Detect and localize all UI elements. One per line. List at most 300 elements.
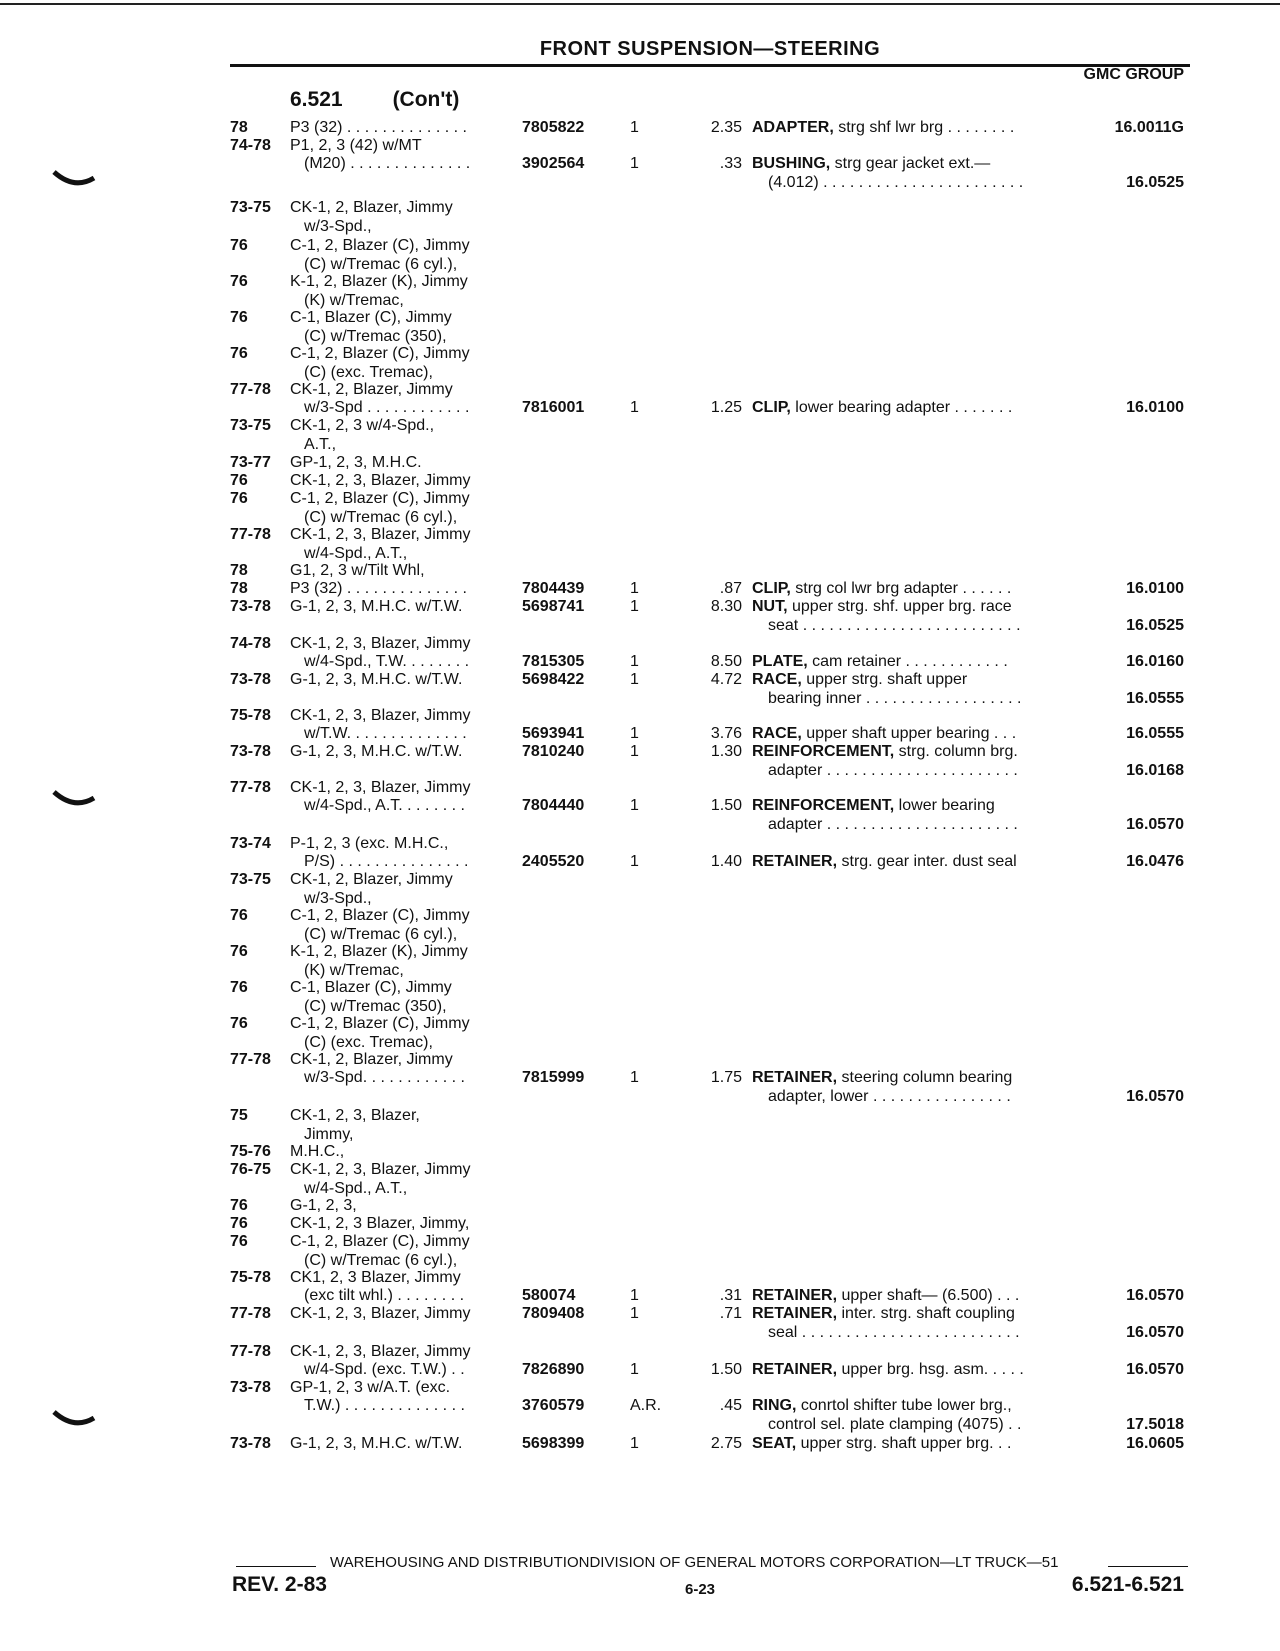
quantity: 1 xyxy=(630,1287,639,1304)
part-name: RETAINER, xyxy=(752,1069,838,1086)
model-application xyxy=(290,670,505,689)
model-line: G-1, 2, 3, M.H.C. w/T.W. xyxy=(290,1435,463,1452)
group-number: 16.0555 xyxy=(1126,690,1184,707)
model-line: w/4-Spd., A.T., xyxy=(304,545,408,562)
model-application xyxy=(290,1286,505,1305)
model-year: 76 xyxy=(230,237,248,254)
part-description xyxy=(752,724,1072,743)
part-number: 7815999 xyxy=(522,1069,585,1086)
model-application xyxy=(290,118,505,137)
binder-hole-mark-2 xyxy=(52,788,96,810)
price: .45 xyxy=(719,1397,742,1414)
quantity: 1 xyxy=(630,580,639,597)
part-description xyxy=(752,1434,1072,1453)
model-application xyxy=(290,1396,505,1415)
part-number: 7826890 xyxy=(522,1361,585,1378)
model-year: 76 xyxy=(230,490,248,507)
model-application xyxy=(290,344,505,382)
model-line: (C) (exc. Tremac), xyxy=(304,1034,433,1051)
description-text: steering column bearing xyxy=(837,1069,1013,1086)
description-text: seat . . . . . . . . . . . . . . . . . . . . . . . . . xyxy=(768,617,1021,634)
binder-hole-mark-1 xyxy=(52,168,96,190)
group-number: 16.0100 xyxy=(1126,580,1184,597)
part-name: RACE, xyxy=(752,725,802,742)
model-line: w/4-Spd., T.W. . . . . . . . xyxy=(304,653,470,670)
model-year: 77-78 xyxy=(230,381,271,398)
quantity: 1 xyxy=(630,671,639,688)
model-line: M.H.C., xyxy=(290,1143,345,1160)
model-line: G-1, 2, 3, M.H.C. w/T.W. xyxy=(290,598,463,615)
model-year: 76 xyxy=(230,1215,248,1232)
model-line: G-1, 2, 3, xyxy=(290,1197,357,1214)
model-line: CK-1, 2, Blazer, Jimmy xyxy=(290,381,453,398)
model-line: (K) w/Tremac, xyxy=(304,962,404,979)
section-number: 6.521 xyxy=(290,88,343,111)
description-text: bearing inner . . . . . . . . . . . . . . . . . . xyxy=(768,690,1022,707)
model-line: CK-1, 2, 3, Blazer, xyxy=(290,1107,420,1124)
part-name: REINFORCEMENT, xyxy=(752,797,895,814)
model-year: 78 xyxy=(230,119,248,136)
model-year: 74-78 xyxy=(230,137,271,154)
model-line: (C) w/Tremac (6 cyl.), xyxy=(304,509,458,526)
quantity: 1 xyxy=(630,1069,639,1086)
part-description xyxy=(752,1396,1072,1434)
model-application xyxy=(290,1232,505,1270)
model-year: 76 xyxy=(230,273,248,290)
part-description xyxy=(752,597,1072,635)
description-line xyxy=(752,1396,1072,1415)
model-year: 76 xyxy=(230,472,248,489)
quantity: 1 xyxy=(630,119,639,136)
model-line: Jimmy, xyxy=(304,1126,354,1143)
model-application xyxy=(290,1160,505,1198)
model-application xyxy=(290,453,505,472)
model-application xyxy=(290,561,505,580)
part-number: 3902564 xyxy=(522,155,585,172)
description-line xyxy=(752,118,1072,137)
model-year: 73-78 xyxy=(230,743,271,760)
group-number: 16.0011G xyxy=(1114,119,1184,136)
description-line xyxy=(752,1068,1072,1087)
description-line xyxy=(752,815,1072,834)
part-number: 3760579 xyxy=(522,1397,585,1414)
model-application xyxy=(290,136,505,155)
description-line xyxy=(752,724,1072,743)
price: 1.25 xyxy=(710,399,742,416)
model-line: w/4-Spd., A.T. . . . . . . . xyxy=(304,797,465,814)
model-application xyxy=(290,834,505,853)
model-year: 77-78 xyxy=(230,1343,271,1360)
description-line xyxy=(752,761,1072,780)
model-application xyxy=(290,1434,505,1453)
model-application xyxy=(290,1014,505,1052)
model-year: 76 xyxy=(230,1197,248,1214)
model-line: (M20) . . . . . . . . . . . . . . xyxy=(304,155,471,172)
model-line: CK-1, 2, 3, Blazer, Jimmy xyxy=(290,779,471,796)
model-line: C-1, 2, Blazer (C), Jimmy xyxy=(290,345,470,362)
part-name: ADAPTER, xyxy=(752,119,834,136)
model-line: w/3-Spd., xyxy=(304,890,372,907)
model-line: (C) (exc. Tremac), xyxy=(304,364,433,381)
model-application xyxy=(290,416,505,454)
model-line: (C) w/Tremac (350), xyxy=(304,998,447,1015)
model-year: 77-78 xyxy=(230,526,271,543)
part-description xyxy=(752,670,1072,708)
group-number: 16.0570 xyxy=(1126,1287,1184,1304)
model-line: w/3-Spd. . . . . . . . . . . . xyxy=(304,1069,465,1086)
model-year: 77-78 xyxy=(230,1051,271,1068)
description-line xyxy=(752,796,1072,815)
description-text: strg shf lwr brg . . . . . . . . xyxy=(833,119,1015,136)
model-line: C-1, Blazer (C), Jimmy xyxy=(290,309,452,326)
part-name: BUSHING, xyxy=(752,155,831,172)
page-number: 6-23 xyxy=(684,1581,716,1598)
model-line: CK-1, 2, 3, Blazer, Jimmy xyxy=(290,1161,471,1178)
model-line: w/T.W. . . . . . . . . . . . . . xyxy=(304,725,467,742)
description-line xyxy=(752,398,1072,417)
quantity: 1 xyxy=(630,653,639,670)
part-name: NUT, xyxy=(752,598,788,615)
description-text: control sel. plate clamping (4075) . . xyxy=(768,1416,1022,1433)
price: 1.40 xyxy=(710,853,742,870)
revision-label: REV. 2-83 xyxy=(232,1573,327,1596)
model-year: 76 xyxy=(230,345,248,362)
part-description xyxy=(752,1286,1072,1305)
price: .71 xyxy=(719,1305,742,1322)
quantity: 1 xyxy=(630,743,639,760)
model-application xyxy=(290,471,505,490)
part-number: 7815305 xyxy=(522,653,585,670)
model-line: CK-1, 2, 3 Blazer, Jimmy, xyxy=(290,1215,470,1232)
group-number: 16.0570 xyxy=(1126,1324,1184,1341)
model-application xyxy=(290,1068,505,1087)
part-name: CLIP, xyxy=(752,580,791,597)
part-number: 5693941 xyxy=(522,725,585,742)
model-application xyxy=(290,1342,505,1361)
description-text: upper strg. shaft upper brg. . . xyxy=(796,1435,1012,1452)
part-description xyxy=(752,579,1072,598)
group-column-label: GMC GROUP xyxy=(1083,66,1184,83)
page-title: FRONT SUSPENSION—STEERING xyxy=(539,38,881,60)
model-line: A.T., xyxy=(304,436,337,453)
price: 1.30 xyxy=(710,743,742,760)
description-text: inter. strg. shaft coupling xyxy=(837,1305,1015,1322)
description-text: strg gear jacket ext.— xyxy=(830,155,991,172)
part-number: 7810240 xyxy=(522,743,585,760)
description-line xyxy=(752,1323,1072,1342)
model-line: (C) w/Tremac (6 cyl.), xyxy=(304,256,458,273)
model-year: 75-78 xyxy=(230,1269,271,1286)
description-text: adapter . . . . . . . . . . . . . . . . . . . . . . xyxy=(768,762,1018,779)
model-application xyxy=(290,706,505,725)
part-name: CLIP, xyxy=(752,399,791,416)
description-text: adapter, lower . . . . . . . . . . . . . . . . xyxy=(768,1088,1011,1105)
description-text: cam retainer . . . . . . . . . . . . xyxy=(807,653,1008,670)
part-description xyxy=(752,1068,1072,1106)
part-number: 5698741 xyxy=(522,598,585,615)
price: 2.75 xyxy=(710,1435,742,1452)
model-application xyxy=(290,525,505,563)
quantity: 1 xyxy=(630,1361,639,1378)
model-line: CK-1, 2, 3, Blazer, Jimmy xyxy=(290,1343,471,1360)
model-year: 76 xyxy=(230,979,248,996)
group-number: 16.0525 xyxy=(1126,617,1184,634)
footer-rule-left xyxy=(236,1566,316,1567)
model-application xyxy=(290,154,505,173)
quantity: 1 xyxy=(630,725,639,742)
model-application xyxy=(290,380,505,399)
model-line: CK1, 2, 3 Blazer, Jimmy xyxy=(290,1269,461,1286)
binder-hole-mark-3 xyxy=(52,1408,96,1430)
model-application xyxy=(290,978,505,1016)
description-line xyxy=(752,616,1072,635)
model-application xyxy=(290,724,505,743)
price: 1.50 xyxy=(710,1361,742,1378)
model-application xyxy=(290,778,505,797)
part-description xyxy=(752,154,1072,192)
part-description xyxy=(752,1360,1072,1379)
description-text: upper shaft upper bearing . . . xyxy=(801,725,1017,742)
model-year: 78 xyxy=(230,580,248,597)
group-number: 17.5018 xyxy=(1126,1416,1184,1433)
group-number: 16.0570 xyxy=(1126,1361,1184,1378)
model-application xyxy=(290,398,505,417)
model-application xyxy=(290,942,505,980)
model-year: 77-78 xyxy=(230,779,271,796)
model-application xyxy=(290,236,505,274)
model-line: G1, 2, 3 w/Tilt Whl, xyxy=(290,562,425,579)
description-line xyxy=(752,597,1072,616)
model-year: 75-78 xyxy=(230,707,271,724)
model-application xyxy=(290,906,505,944)
model-line: C-1, 2, Blazer (C), Jimmy xyxy=(290,237,470,254)
description-line xyxy=(752,154,1072,173)
part-name: SEAT, xyxy=(752,1435,797,1452)
price: 3.76 xyxy=(710,725,742,742)
part-number: 5698399 xyxy=(522,1435,585,1452)
model-line: GP-1, 2, 3, M.H.C. xyxy=(290,454,422,471)
description-line xyxy=(752,742,1072,761)
model-application xyxy=(290,1304,505,1323)
model-line: G-1, 2, 3, M.H.C. w/T.W. xyxy=(290,743,463,760)
model-line: P3 (32) . . . . . . . . . . . . . . xyxy=(290,119,467,136)
group-number: 16.0525 xyxy=(1126,174,1184,191)
footer-publisher-line: WAREHOUSING AND DISTRIBUTIONDIVISION OF GENERAL MOTORS CORPORATION—LT TRUCK—51 xyxy=(330,1554,1059,1571)
price: 2.35 xyxy=(710,119,742,136)
quantity: 1 xyxy=(630,1305,639,1322)
model-line: T.W.) . . . . . . . . . . . . . . xyxy=(304,1397,465,1414)
group-number: 16.0160 xyxy=(1126,653,1184,670)
model-line: CK-1, 2, Blazer, Jimmy xyxy=(290,199,453,216)
model-line: P-1, 2, 3 (exc. M.H.C., xyxy=(290,835,449,852)
description-text: conrtol shifter tube lower brg., xyxy=(796,1397,1012,1414)
part-name: RING, xyxy=(752,1397,797,1414)
model-year: 77-78 xyxy=(230,1305,271,1322)
description-line xyxy=(752,1304,1072,1323)
model-line: w/4-Spd., A.T., xyxy=(304,1180,408,1197)
model-application xyxy=(290,1050,505,1069)
description-text: seal . . . . . . . . . . . . . . . . . . . . . . . . . xyxy=(768,1324,1020,1341)
model-line: w/3-Spd., xyxy=(304,218,372,235)
group-number: 16.0605 xyxy=(1126,1435,1184,1452)
model-year: 76 xyxy=(230,1233,248,1250)
model-line: (C) w/Tremac (350), xyxy=(304,328,447,345)
part-description xyxy=(752,652,1072,671)
model-line: C-1, Blazer (C), Jimmy xyxy=(290,979,452,996)
model-line: K-1, 2, Blazer (K), Jimmy xyxy=(290,273,468,290)
part-description xyxy=(752,118,1072,137)
model-year: 76 xyxy=(230,943,248,960)
model-application xyxy=(290,652,505,671)
description-text: adapter . . . . . . . . . . . . . . . . . . . . . . xyxy=(768,816,1018,833)
model-line: w/3-Spd . . . . . . . . . . . . xyxy=(304,399,470,416)
model-line: (exc tilt whl.) . . . . . . . . xyxy=(304,1287,465,1304)
quantity: 1 xyxy=(630,598,639,615)
model-application xyxy=(290,1360,505,1379)
model-application xyxy=(290,272,505,310)
model-line: w/4-Spd. (exc. T.W.) . . xyxy=(304,1361,465,1378)
part-name: REINFORCEMENT, xyxy=(752,743,895,760)
model-application xyxy=(290,796,505,815)
part-number: 7804439 xyxy=(522,580,585,597)
footer-rule-right xyxy=(1108,1566,1188,1567)
model-year: 76 xyxy=(230,1015,248,1032)
price: .87 xyxy=(719,580,742,597)
model-year: 75 xyxy=(230,1107,248,1124)
part-name: RETAINER, xyxy=(752,1305,838,1322)
model-year: 73-78 xyxy=(230,598,271,615)
model-line: CK-1, 2, 3, Blazer, Jimmy xyxy=(290,635,471,652)
model-line: (C) w/Tremac (6 cyl.), xyxy=(304,926,458,943)
model-line: C-1, 2, Blazer (C), Jimmy xyxy=(290,490,470,507)
model-application xyxy=(290,489,505,527)
quantity: A.R. xyxy=(630,1397,662,1414)
description-text: strg. gear inter. dust seal xyxy=(837,853,1017,870)
price: 1.50 xyxy=(710,797,742,814)
model-application xyxy=(290,1214,505,1233)
part-number: 7804440 xyxy=(522,797,585,814)
part-description xyxy=(752,796,1072,834)
description-line xyxy=(752,1434,1072,1453)
group-number: 16.0570 xyxy=(1126,1088,1184,1105)
description-line xyxy=(752,1360,1072,1379)
model-year: 73-78 xyxy=(230,671,271,688)
model-year: 76 xyxy=(230,309,248,326)
model-year: 78 xyxy=(230,562,248,579)
part-number: 7816001 xyxy=(522,399,585,416)
part-number: 7805822 xyxy=(522,119,585,136)
model-year: 76 xyxy=(230,907,248,924)
model-application xyxy=(290,597,505,616)
model-line: CK-1, 2, Blazer, Jimmy xyxy=(290,1051,453,1068)
quantity: 1 xyxy=(630,797,639,814)
part-description xyxy=(752,1304,1072,1342)
model-line: CK-1, 2, 3, Blazer, Jimmy xyxy=(290,526,471,543)
model-application xyxy=(290,198,505,236)
part-description xyxy=(752,852,1072,871)
description-line xyxy=(752,1286,1072,1305)
part-name: RACE, xyxy=(752,671,802,688)
model-line: CK-1, 2, 3, Blazer, Jimmy xyxy=(290,1305,471,1322)
model-line: CK-1, 2, 3, Blazer, Jimmy xyxy=(290,707,471,724)
model-application xyxy=(290,1142,505,1161)
description-line xyxy=(752,579,1072,598)
description-text: upper brg. hsg. asm. . . . . xyxy=(837,1361,1024,1378)
price: 8.30 xyxy=(710,598,742,615)
model-line: CK-1, 2, 3, Blazer, Jimmy xyxy=(290,472,471,489)
model-line: K-1, 2, Blazer (K), Jimmy xyxy=(290,943,468,960)
description-line xyxy=(752,670,1072,689)
model-year: 73-78 xyxy=(230,1379,271,1396)
description-text: strg. column brg. xyxy=(894,743,1018,760)
model-application xyxy=(290,1106,505,1144)
model-application xyxy=(290,1378,505,1397)
model-line: CK-1, 2, 3 w/4-Spd., xyxy=(290,417,435,434)
model-line: C-1, 2, Blazer (C), Jimmy xyxy=(290,907,470,924)
price: .33 xyxy=(719,155,742,172)
group-number: 16.0168 xyxy=(1126,762,1184,779)
description-text: (4.012) . . . . . . . . . . . . . . . . . . . . . . . xyxy=(768,174,1024,191)
description-text: upper strg. shaft upper xyxy=(801,671,968,688)
description-text: lower bearing adapter . . . . . . . xyxy=(790,399,1013,416)
section-range: 6.521-6.521 xyxy=(1071,1573,1184,1596)
model-line: G-1, 2, 3, M.H.C. w/T.W. xyxy=(290,671,463,688)
part-name: RETAINER, xyxy=(752,853,838,870)
part-name: PLATE, xyxy=(752,653,808,670)
model-line: GP-1, 2, 3 w/A.T. (exc. xyxy=(290,1379,451,1396)
price: .31 xyxy=(719,1287,742,1304)
section-continued: (Con't) xyxy=(392,88,460,111)
model-application xyxy=(290,579,505,598)
part-description xyxy=(752,398,1072,417)
model-application xyxy=(290,308,505,346)
description-text: upper strg. shf. upper brg. race xyxy=(787,598,1012,615)
description-line xyxy=(752,652,1072,671)
group-number: 16.0100 xyxy=(1126,399,1184,416)
price: 1.75 xyxy=(710,1069,742,1086)
model-year: 73-74 xyxy=(230,835,271,852)
price: 4.72 xyxy=(710,671,742,688)
description-line xyxy=(752,1415,1072,1434)
model-application xyxy=(290,852,505,871)
model-year: 73-75 xyxy=(230,417,271,434)
price: 8.50 xyxy=(710,653,742,670)
model-application xyxy=(290,634,505,653)
quantity: 1 xyxy=(630,853,639,870)
description-text: lower bearing xyxy=(894,797,995,814)
model-line: P/S) . . . . . . . . . . . . . . . xyxy=(304,853,469,870)
description-text: upper shaft— (6.500) . . . xyxy=(837,1287,1020,1304)
model-year: 75-76 xyxy=(230,1143,271,1160)
quantity: 1 xyxy=(630,155,639,172)
part-description xyxy=(752,742,1072,780)
model-line: P3 (32) . . . . . . . . . . . . . . xyxy=(290,580,467,597)
model-year: 73-75 xyxy=(230,199,271,216)
description-line xyxy=(752,1087,1072,1106)
model-application xyxy=(290,1268,505,1287)
model-year: 76-75 xyxy=(230,1161,271,1178)
quantity: 1 xyxy=(630,399,639,416)
group-number: 16.0570 xyxy=(1126,816,1184,833)
model-year: 73-77 xyxy=(230,454,271,471)
part-number: 7809408 xyxy=(522,1305,585,1322)
model-line: C-1, 2, Blazer (C), Jimmy xyxy=(290,1233,470,1250)
model-line: (K) w/Tremac, xyxy=(304,292,404,309)
model-application xyxy=(290,870,505,908)
model-year: 74-78 xyxy=(230,635,271,652)
description-line xyxy=(752,852,1072,871)
model-application xyxy=(290,742,505,761)
